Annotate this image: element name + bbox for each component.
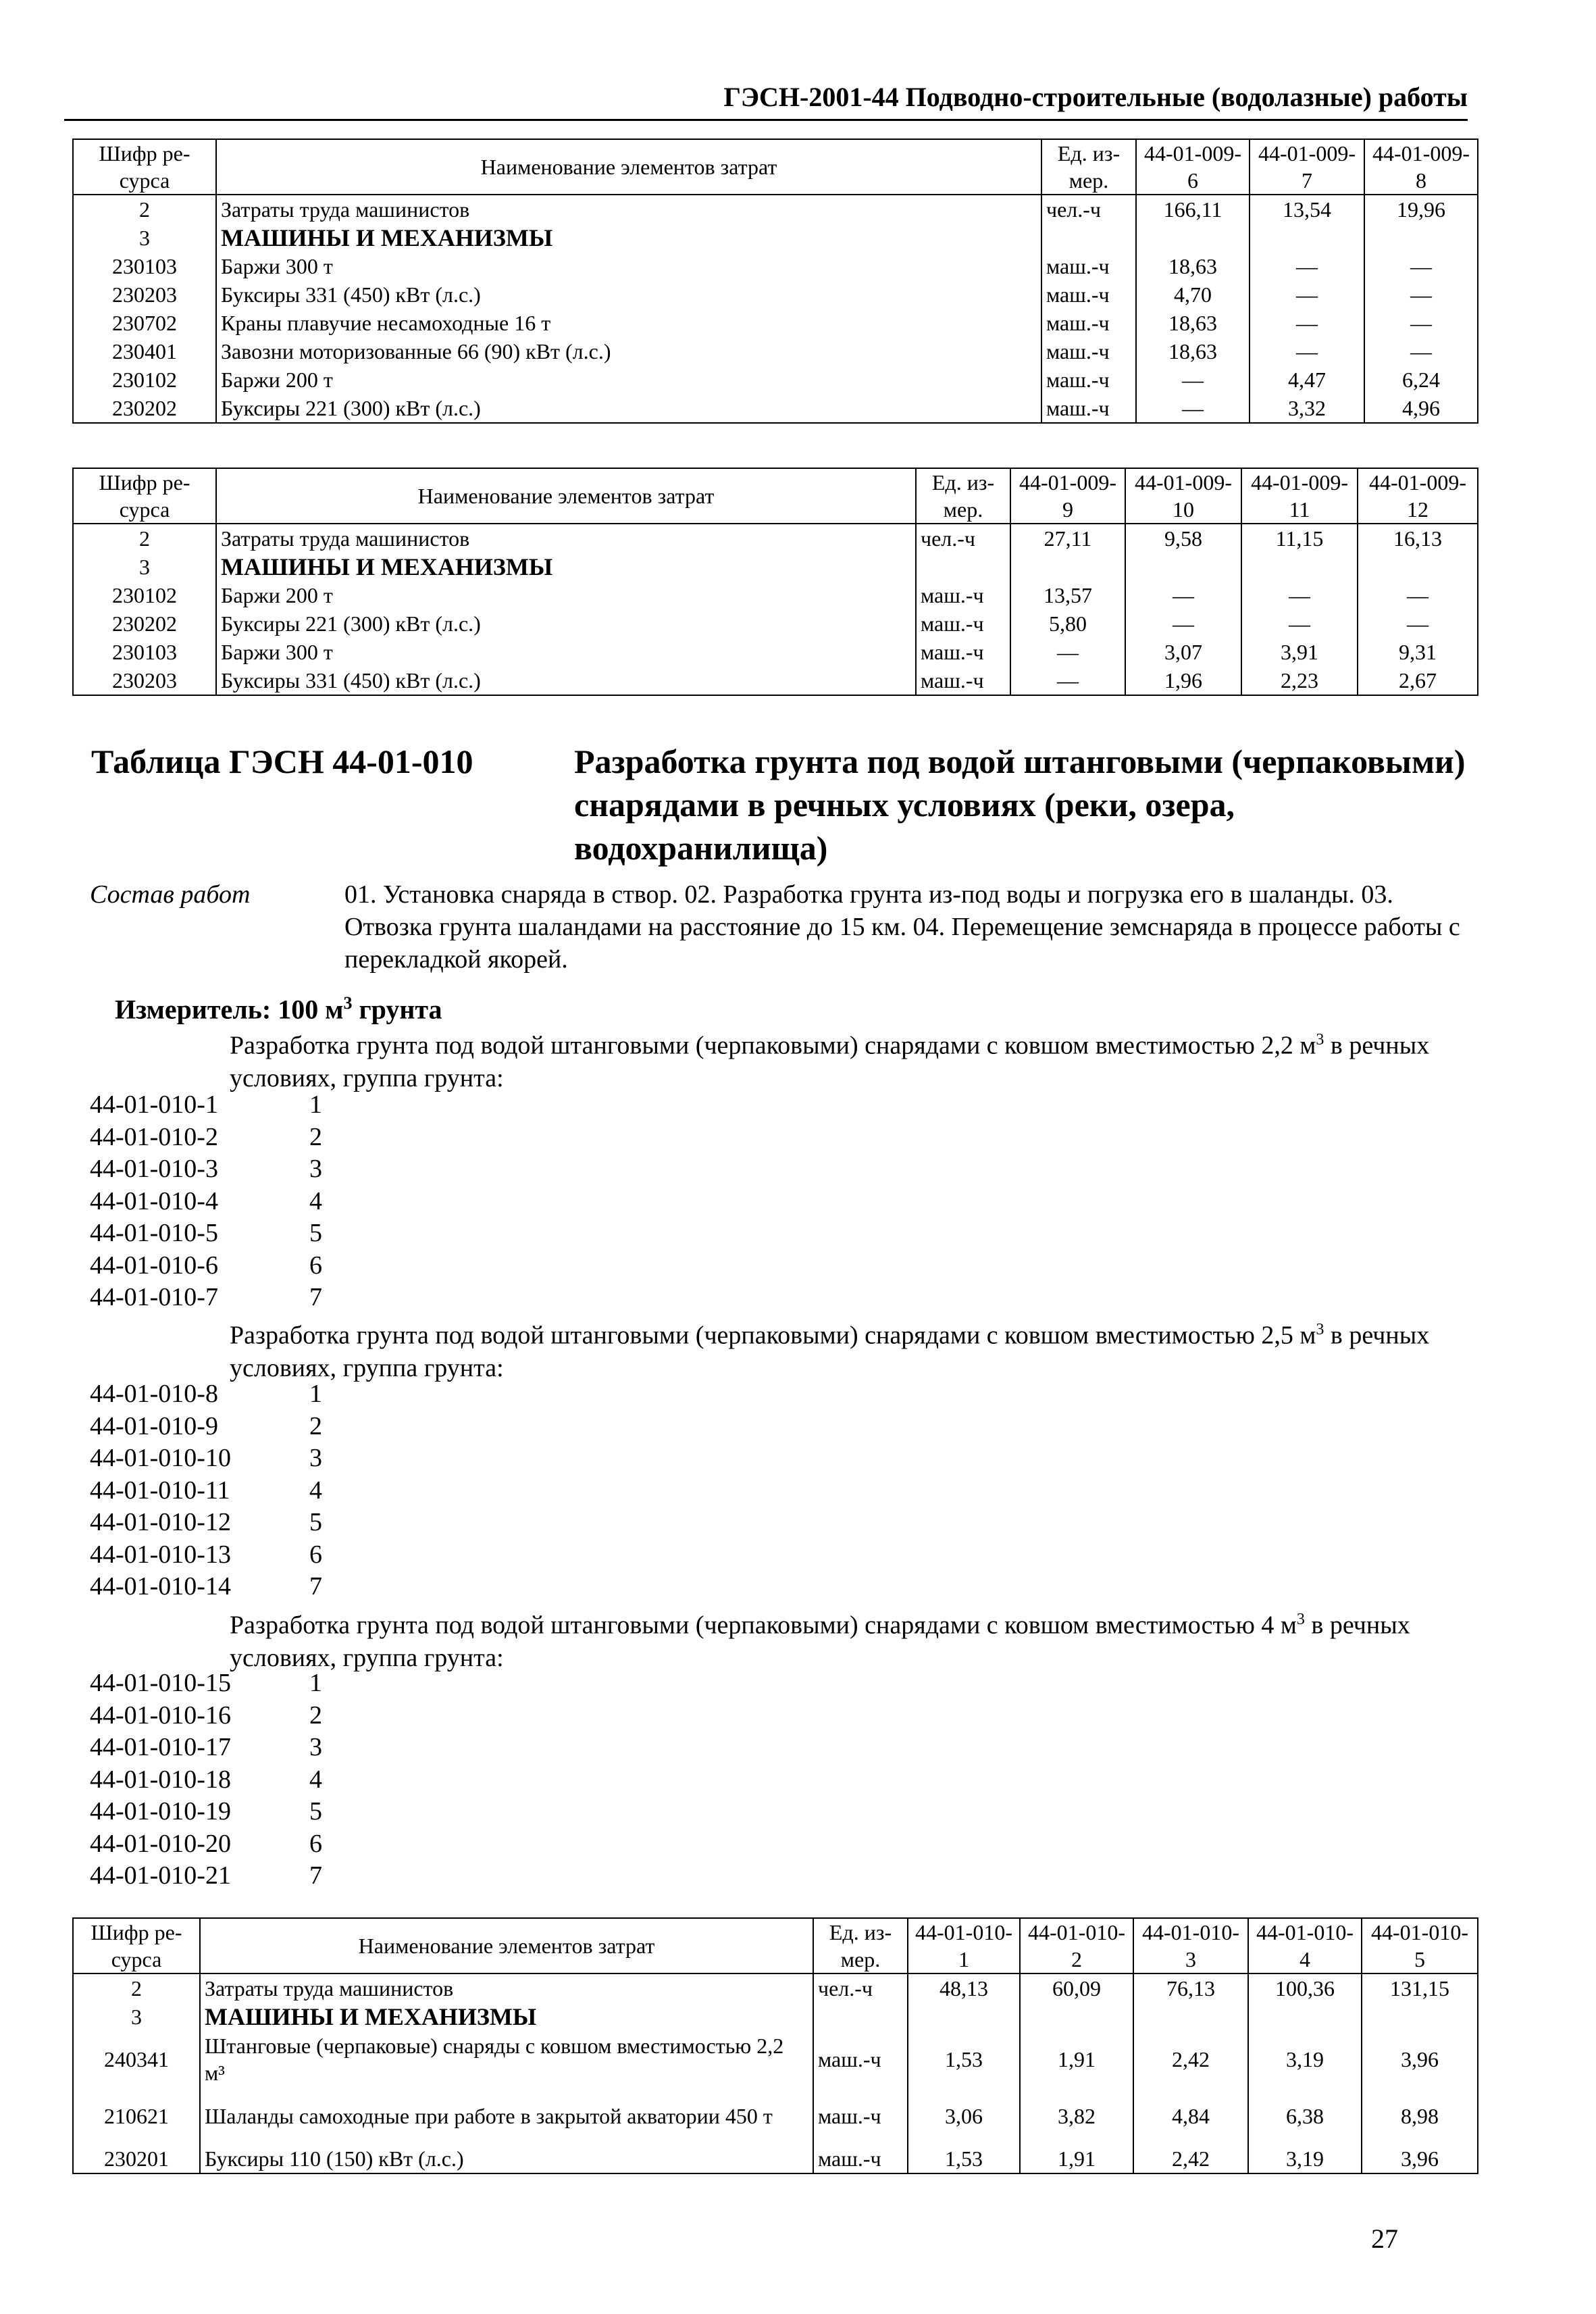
value-cell: — xyxy=(1364,252,1478,280)
header-unit: Ед. из-мер. xyxy=(1041,139,1136,195)
header-norm-code: 44-01-010-1 xyxy=(908,1918,1020,1973)
composition-text: 01. Установка снаряда в створ. 02. Разработка грунта из-под воды и погрузка его в шаланды. 03. Отвозка грунта шаландами на расстояние до 15 км. 04. Перемещение земснаряда в процессе работы с перекладкой якорей. xyxy=(344,880,1460,974)
value-cell: 3,96 xyxy=(1362,2031,1478,2088)
unit: маш.-ч xyxy=(1041,337,1136,366)
soil-group: 3 xyxy=(309,1155,322,1183)
resource-code: 3 xyxy=(73,2003,200,2031)
resource-name: Штанговые (черпаковые) снаряды с ковшом вместимостью 2,2 м³ xyxy=(200,2031,813,2088)
resource-name: Краны плавучие несамоходные 16 т xyxy=(216,309,1041,337)
resource-code: 2 xyxy=(73,524,216,553)
header-code: Шифр ре-сурса xyxy=(73,468,216,524)
list-item xyxy=(90,1186,322,1218)
table-row xyxy=(73,524,1478,553)
value-cell xyxy=(1250,224,1364,252)
norm-code: 44-01-010-16 xyxy=(90,1701,231,1730)
table-row xyxy=(73,195,1478,224)
value-cell: 18,63 xyxy=(1136,337,1250,366)
composition-label: Состав работ xyxy=(90,880,251,909)
list-item xyxy=(90,1282,322,1314)
unit xyxy=(1041,224,1136,252)
resource-code: 2 xyxy=(73,195,216,224)
header-norm-code: 44-01-010-4 xyxy=(1248,1918,1362,1973)
unit: маш.-ч xyxy=(813,2088,908,2144)
value-cell: 3,32 xyxy=(1250,394,1364,423)
unit: чел.-ч xyxy=(916,524,1010,553)
value-cell: 13,57 xyxy=(1010,581,1125,609)
resource-code: 3 xyxy=(73,224,216,252)
soil-group: 7 xyxy=(309,1283,322,1311)
table-row xyxy=(73,2144,1478,2173)
value-cell: — xyxy=(1125,609,1241,638)
value-cell: 1,91 xyxy=(1020,2144,1133,2173)
table-row xyxy=(73,337,1478,366)
table-row xyxy=(73,638,1478,666)
value-cell: 9,31 xyxy=(1358,638,1478,666)
value-cell: 19,96 xyxy=(1364,195,1478,224)
norm-code: 44-01-010-3 xyxy=(90,1155,218,1183)
resource-code: 230203 xyxy=(73,666,216,695)
table-row xyxy=(73,280,1478,309)
table-label: Таблица ГЭСН 44-01-010 xyxy=(91,743,473,780)
value-cell: 2,23 xyxy=(1241,666,1358,695)
resource-name: Буксиры 331 (450) кВт (л.с.) xyxy=(216,666,916,695)
resource-code: 2 xyxy=(73,1973,200,2003)
resource-name: Затраты труда машинистов xyxy=(200,1973,813,2003)
value-cell: — xyxy=(1136,394,1250,423)
table-title: Разработка грунта под водой штанговыми (черпаковыми) снарядами в речных условиях (реки, озера, водохранилища) xyxy=(574,743,1466,867)
value-cell: — xyxy=(1364,309,1478,337)
table-row xyxy=(73,581,1478,609)
resource-code: 230401 xyxy=(73,337,216,366)
value-cell xyxy=(1010,553,1125,581)
list-item xyxy=(90,1507,322,1539)
value-cell: 2,67 xyxy=(1358,666,1478,695)
resource-table-010-1-5 xyxy=(72,1917,1478,2174)
value-cell: 3,96 xyxy=(1362,2144,1478,2173)
value-cell: 9,58 xyxy=(1125,524,1241,553)
unit: маш.-ч xyxy=(813,2031,908,2088)
norm-code: 44-01-010-13 xyxy=(90,1540,231,1569)
soil-group: 2 xyxy=(309,1701,322,1730)
value-cell: 27,11 xyxy=(1010,524,1125,553)
value-cell: — xyxy=(1241,581,1358,609)
header-norm-code: 44-01-009-9 xyxy=(1010,468,1125,524)
norm-code: 44-01-010-6 xyxy=(90,1251,218,1280)
resource-name: Буксиры 110 (150) кВт (л.с.) xyxy=(200,2144,813,2173)
value-cell: — xyxy=(1250,252,1364,280)
soil-group: 2 xyxy=(309,1122,322,1151)
resource-code: 230103 xyxy=(73,638,216,666)
meter-line: Измеритель: 100 $м^3$ грунта xyxy=(115,993,442,1025)
value-cell: 16,13 xyxy=(1358,524,1478,553)
table-row xyxy=(73,252,1478,280)
value-cell: 18,63 xyxy=(1136,252,1250,280)
table-row xyxy=(73,553,1478,581)
norm-code: 44-01-010-4 xyxy=(90,1186,218,1215)
unit: чел.-ч xyxy=(813,1973,908,2003)
header-code: Шифр ре-сурса xyxy=(73,139,216,195)
resource-code: 240341 xyxy=(73,2031,200,2088)
resource-code: 230103 xyxy=(73,252,216,280)
header-norm-code: 44-01-009-11 xyxy=(1241,468,1358,524)
norm-code: 44-01-010-14 xyxy=(90,1572,231,1601)
value-cell: 76,13 xyxy=(1133,1973,1248,2003)
table-row xyxy=(73,2003,1478,2031)
unit xyxy=(813,2003,908,2031)
norm-code: 44-01-010-17 xyxy=(90,1733,231,1761)
soil-group: 7 xyxy=(309,1572,322,1601)
soil-group: 1 xyxy=(309,1090,322,1119)
group-description: Разработка грунта под водой штанговыми (черпаковыми) снарядами с ковшом вместимостью 2,2 $м^3$ в речных условиях, группа грунта: xyxy=(230,1031,1430,1092)
resource-name: Затраты труда машинистов xyxy=(216,524,916,553)
value-cell xyxy=(1136,224,1250,252)
norm-code: 44-01-010-18 xyxy=(90,1765,231,1794)
value-cell: 18,63 xyxy=(1136,309,1250,337)
value-cell: 3,19 xyxy=(1248,2031,1362,2088)
soil-group: 5 xyxy=(309,1797,322,1826)
value-cell: 1,96 xyxy=(1125,666,1241,695)
resource-code: 230203 xyxy=(73,280,216,309)
value-cell: 100,36 xyxy=(1248,1973,1362,2003)
soil-group: 6 xyxy=(309,1829,322,1858)
soil-group: 2 xyxy=(309,1411,322,1440)
value-cell: 2,42 xyxy=(1133,2144,1248,2173)
value-cell: 1,91 xyxy=(1020,2031,1133,2088)
header-unit: Ед. из-мер. xyxy=(916,468,1010,524)
norm-code: 44-01-010-10 xyxy=(90,1444,231,1472)
resource-code: 230102 xyxy=(73,581,216,609)
value-cell: — xyxy=(1250,309,1364,337)
list-item xyxy=(90,1089,322,1122)
unit: маш.-ч xyxy=(916,666,1010,695)
soil-group: 4 xyxy=(309,1765,322,1794)
value-cell: 4,70 xyxy=(1136,280,1250,309)
list-item xyxy=(90,1796,322,1828)
page-header: ГЭСН-2001-44 Подводно-строительные (водолазные) работы xyxy=(64,80,1468,121)
resource-name: Затраты труда машинистов xyxy=(216,195,1041,224)
list-item xyxy=(90,1475,322,1507)
list-item xyxy=(90,1571,322,1603)
table-row xyxy=(73,309,1478,337)
value-cell xyxy=(1133,2003,1248,2031)
unit: маш.-ч xyxy=(916,609,1010,638)
list-item xyxy=(90,1442,322,1475)
table-row xyxy=(73,609,1478,638)
unit: маш.-ч xyxy=(1041,309,1136,337)
header-norm-code: 44-01-010-5 xyxy=(1362,1918,1478,1973)
group-description: Разработка грунта под водой штанговыми (черпаковыми) снарядами с ковшом вместимостью 4 $м^3$ в речных условиях, группа грунта: xyxy=(230,1611,1410,1672)
value-cell: 8,98 xyxy=(1362,2088,1478,2144)
table-row xyxy=(73,666,1478,695)
header-norm-code: 44-01-010-3 xyxy=(1133,1918,1248,1973)
resource-name: МАШИНЫ И МЕХАНИЗМЫ xyxy=(216,224,1041,252)
list-item xyxy=(90,1411,322,1443)
value-cell xyxy=(1241,553,1358,581)
value-cell: 1,53 xyxy=(908,2144,1020,2173)
value-cell: 4,96 xyxy=(1364,394,1478,423)
soil-group: 1 xyxy=(309,1669,322,1697)
list-item xyxy=(90,1122,322,1154)
value-cell xyxy=(1358,553,1478,581)
resource-name: МАШИНЫ И МЕХАНИЗМЫ xyxy=(216,553,916,581)
value-cell: — xyxy=(1136,366,1250,394)
value-cell: — xyxy=(1241,609,1358,638)
header-row xyxy=(73,468,1478,524)
soil-group: 6 xyxy=(309,1251,322,1280)
code-list xyxy=(90,1378,322,1603)
soil-group: 7 xyxy=(309,1861,322,1890)
table-row xyxy=(73,366,1478,394)
unit: маш.-ч xyxy=(916,638,1010,666)
header-row xyxy=(73,139,1478,195)
list-item xyxy=(90,1378,322,1411)
unit: маш.-ч xyxy=(1041,366,1136,394)
header-norm-code: 44-01-009-8 xyxy=(1364,139,1478,195)
header-norm-code: 44-01-009-12 xyxy=(1358,468,1478,524)
value-cell: 4,47 xyxy=(1250,366,1364,394)
value-cell: — xyxy=(1364,337,1478,366)
header-norm-code: 44-01-009-6 xyxy=(1136,139,1250,195)
norm-code: 44-01-010-2 xyxy=(90,1122,218,1151)
norm-code: 44-01-010-12 xyxy=(90,1508,231,1536)
value-cell xyxy=(1020,2003,1133,2031)
soil-group: 6 xyxy=(309,1540,322,1569)
value-cell: 3,06 xyxy=(908,2088,1020,2144)
norm-code: 44-01-010-7 xyxy=(90,1283,218,1311)
list-item xyxy=(90,1732,322,1764)
resource-code: 230202 xyxy=(73,394,216,423)
header-row xyxy=(73,1918,1478,1973)
header-norm-code: 44-01-010-2 xyxy=(1020,1918,1133,1973)
page-number: 27 xyxy=(1371,2223,1398,2254)
resource-code: 230202 xyxy=(73,609,216,638)
resource-code: 3 xyxy=(73,553,216,581)
header-norm-code: 44-01-009-7 xyxy=(1250,139,1364,195)
norm-code: 44-01-010-9 xyxy=(90,1411,218,1440)
value-cell xyxy=(1125,553,1241,581)
value-cell: 3,07 xyxy=(1125,638,1241,666)
list-item xyxy=(90,1828,322,1861)
soil-group: 4 xyxy=(309,1476,322,1505)
norm-code: 44-01-010-19 xyxy=(90,1797,231,1826)
header-name: Наименование элементов затрат xyxy=(216,468,916,524)
list-item xyxy=(90,1217,322,1250)
norm-code: 44-01-010-11 xyxy=(90,1476,230,1505)
resource-name: Баржи 300 т xyxy=(216,252,1041,280)
value-cell: 166,11 xyxy=(1136,195,1250,224)
table-row xyxy=(73,1973,1478,2003)
value-cell: 3,91 xyxy=(1241,638,1358,666)
list-item xyxy=(90,1764,322,1796)
value-cell: 1,53 xyxy=(908,2031,1020,2088)
resource-name: Шаланды самоходные при работе в закрытой акватории 450 т xyxy=(200,2088,813,2144)
norm-code: 44-01-010-1 xyxy=(90,1090,218,1119)
value-cell: — xyxy=(1125,581,1241,609)
value-cell: — xyxy=(1010,638,1125,666)
value-cell: — xyxy=(1364,280,1478,309)
resource-code: 230102 xyxy=(73,366,216,394)
table-row xyxy=(73,2031,1478,2088)
value-cell: 2,42 xyxy=(1133,2031,1248,2088)
list-item xyxy=(90,1860,322,1892)
value-cell xyxy=(1362,2003,1478,2031)
unit: маш.-ч xyxy=(1041,252,1136,280)
soil-group: 4 xyxy=(309,1186,322,1215)
resource-code: 210621 xyxy=(73,2088,200,2144)
value-cell: 13,54 xyxy=(1250,195,1364,224)
header-unit: Ед. из-мер. xyxy=(813,1918,908,1973)
table-row xyxy=(73,224,1478,252)
value-cell: — xyxy=(1250,280,1364,309)
unit: чел.-ч xyxy=(1041,195,1136,224)
resource-table-009-9-12 xyxy=(72,468,1478,696)
value-cell: 60,09 xyxy=(1020,1973,1133,2003)
resource-name: МАШИНЫ И МЕХАНИЗМЫ xyxy=(200,2003,813,2031)
header-name: Наименование элементов затрат xyxy=(216,139,1041,195)
norm-code: 44-01-010-8 xyxy=(90,1380,218,1408)
resource-name: Баржи 200 т xyxy=(216,366,1041,394)
value-cell: 6,38 xyxy=(1248,2088,1362,2144)
resource-name: Завозни моторизованные 66 (90) кВт (л.с.) xyxy=(216,337,1041,366)
resource-name: Баржи 200 т xyxy=(216,581,916,609)
unit: маш.-ч xyxy=(1041,280,1136,309)
norm-code: 44-01-010-5 xyxy=(90,1219,218,1247)
value-cell xyxy=(908,2003,1020,2031)
resource-code: 230201 xyxy=(73,2144,200,2173)
norm-code: 44-01-010-15 xyxy=(90,1669,231,1697)
value-cell: 6,24 xyxy=(1364,366,1478,394)
value-cell: 3,19 xyxy=(1248,2144,1362,2173)
norm-code: 44-01-010-20 xyxy=(90,1829,231,1858)
unit: маш.-ч xyxy=(1041,394,1136,423)
value-cell: 4,84 xyxy=(1133,2088,1248,2144)
code-list xyxy=(90,1667,322,1892)
resource-name: Буксиры 221 (300) кВт (л.с.) xyxy=(216,609,916,638)
value-cell: — xyxy=(1358,609,1478,638)
value-cell: 131,15 xyxy=(1362,1973,1478,2003)
value-cell xyxy=(1248,2003,1362,2031)
header-name: Наименование элементов затрат xyxy=(200,1918,813,1973)
header-norm-code: 44-01-009-10 xyxy=(1125,468,1241,524)
soil-group: 1 xyxy=(309,1380,322,1408)
norm-code: 44-01-010-21 xyxy=(90,1861,231,1890)
code-list xyxy=(90,1089,322,1314)
value-cell: — xyxy=(1250,337,1364,366)
group-description: Разработка грунта под водой штанговыми (черпаковыми) снарядами с ковшом вместимостью 2,5 $м^3$ в речных условиях, группа грунта: xyxy=(230,1321,1430,1382)
value-cell xyxy=(1364,224,1478,252)
unit: маш.-ч xyxy=(916,581,1010,609)
soil-group: 5 xyxy=(309,1508,322,1536)
value-cell: — xyxy=(1010,666,1125,695)
list-item xyxy=(90,1700,322,1732)
value-cell: 5,80 xyxy=(1010,609,1125,638)
soil-group: 3 xyxy=(309,1733,322,1761)
value-cell: 48,13 xyxy=(908,1973,1020,2003)
soil-group: 3 xyxy=(309,1444,322,1472)
value-cell: — xyxy=(1358,581,1478,609)
resource-name: Баржи 300 т xyxy=(216,638,916,666)
list-item xyxy=(90,1667,322,1700)
header-code: Шифр ре-сурса xyxy=(73,1918,200,1973)
resource-code: 230702 xyxy=(73,309,216,337)
list-item xyxy=(90,1153,322,1186)
resource-name: Буксиры 331 (450) кВт (л.с.) xyxy=(216,280,1041,309)
value-cell: 11,15 xyxy=(1241,524,1358,553)
unit: маш.-ч xyxy=(813,2144,908,2173)
resource-table-009-6-8 xyxy=(72,139,1478,424)
list-item xyxy=(90,1539,322,1571)
table-row xyxy=(73,394,1478,423)
list-item xyxy=(90,1250,322,1282)
soil-group: 5 xyxy=(309,1219,322,1247)
resource-name: Буксиры 221 (300) кВт (л.с.) xyxy=(216,394,1041,423)
table-row xyxy=(73,2088,1478,2144)
value-cell: 3,82 xyxy=(1020,2088,1133,2144)
unit xyxy=(916,553,1010,581)
